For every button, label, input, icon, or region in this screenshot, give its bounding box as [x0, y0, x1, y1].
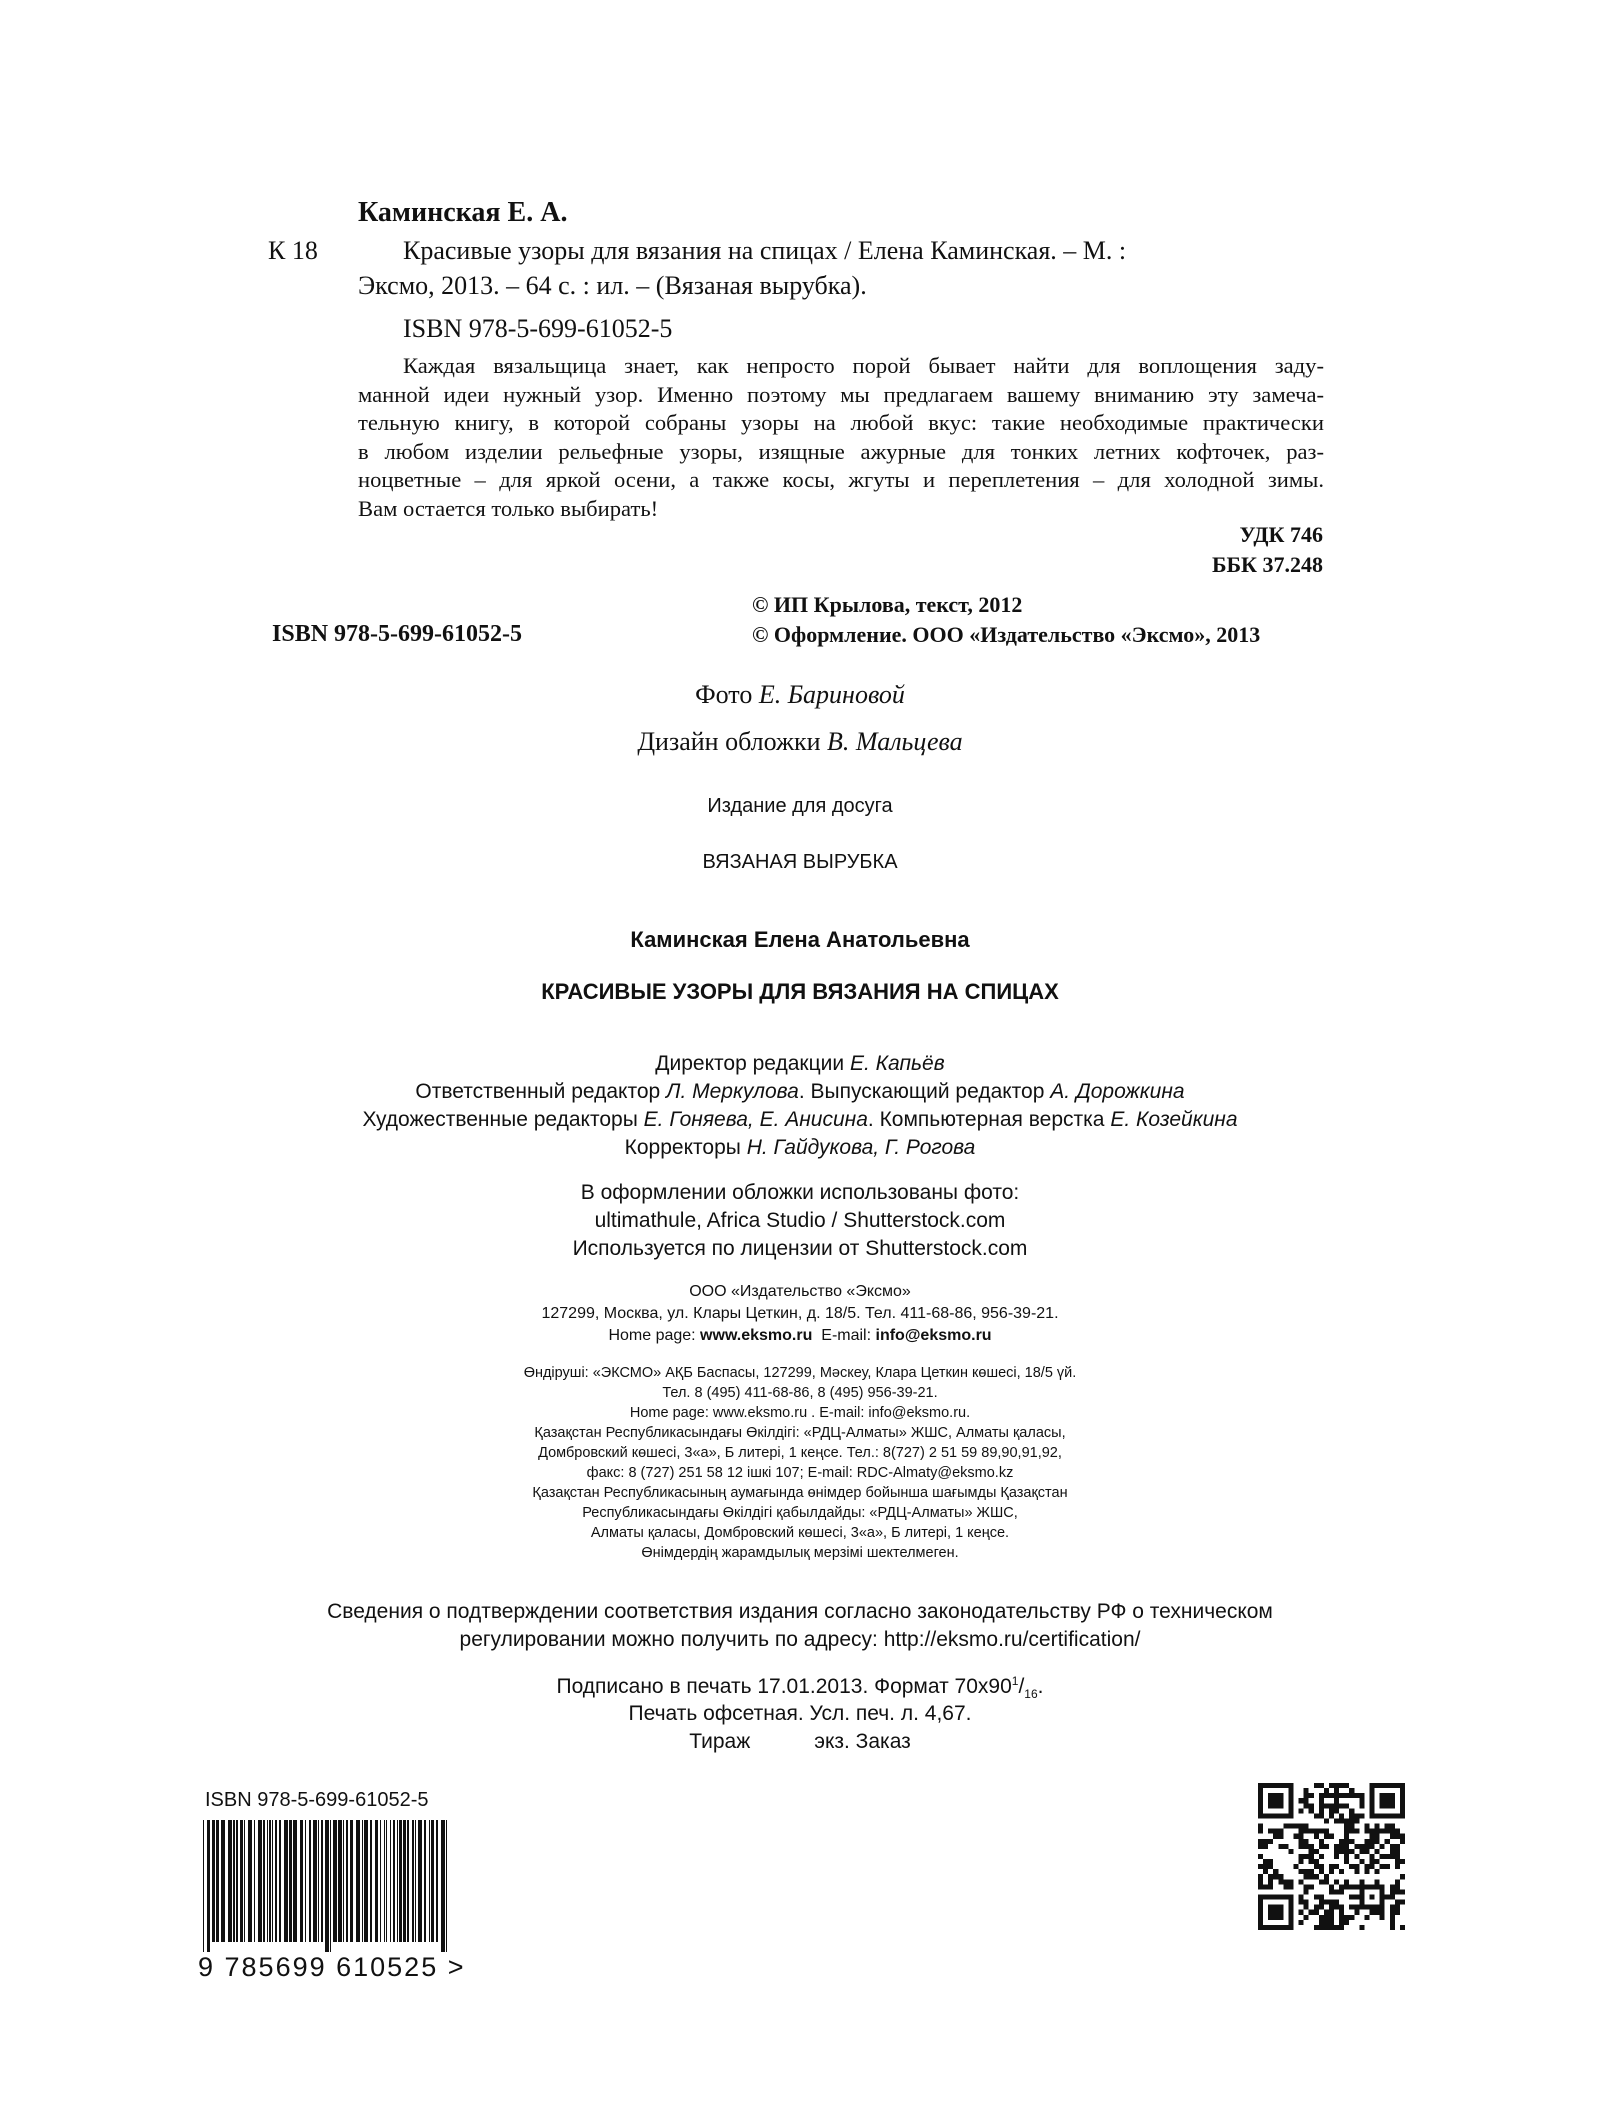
resp-editor-name: Л. Меркулова [666, 1080, 799, 1103]
barcode-digits: 9 785699 610525 > [198, 1952, 466, 1982]
copyright-text: © ИП Крылова, текст, 2012 [752, 592, 1023, 617]
release-editor-name: А. Дорожкина [1050, 1080, 1185, 1103]
annotation-line: ноцветные – для яркой осени, а также косы, жгуты и переплетения – для холодной зимы. [358, 467, 1324, 492]
kz-line: Қазақстан Республикасының аумағында өнімдер бойынша шағымды Қазақстан [532, 1485, 1068, 1501]
annotation-line: Вам остается только выбирать! [358, 495, 659, 521]
certification-line: Сведения о подтверждении соответствия издания согласно законодательству РФ о техническом [327, 1600, 1273, 1623]
print-signed-text: Подписано в печать 17.01.2013. Формат 70x90 [556, 1675, 1012, 1698]
annotation-line: манной идеи нужный узор. Именно поэтому мы предлагаем вашему вниманию эту замеча- [358, 381, 1324, 407]
publisher-name: ООО «Издательство «Эксмо» [689, 1283, 911, 1300]
udk-code: УДК 746 [1239, 522, 1323, 547]
print-run-label: Тираж [689, 1730, 751, 1753]
editors-credit [0, 1080, 1600, 1104]
bbk-code: ББК 37.248 [1211, 552, 1323, 577]
cover-photos-line: Используется по лицензии от Shutterstock.com [572, 1237, 1028, 1260]
photo-label: Фото [695, 680, 753, 709]
email-link[interactable]: info@eksmo.ru [875, 1327, 992, 1344]
barcode-isbn: ISBN 978-5-699-61052-5 [205, 1789, 429, 1811]
design-name: В. Мальцева [827, 727, 963, 756]
layout-name: Е. Козейкина [1110, 1108, 1238, 1131]
art-editors-label: Художественные редакторы [362, 1108, 638, 1131]
resp-editor-label: Ответственный редактор [415, 1080, 661, 1103]
art-editors-name: Е. Гоняева, Е. Анисина [643, 1108, 868, 1131]
design-label: Дизайн обложки [637, 727, 821, 756]
kz-line: Тел. 8 (495) 411-68-86, 8 (495) 956-39-21. [662, 1385, 938, 1401]
annotation-line: в любом изделии рельефные узоры, изящные ажурные для тонких летних кофточек, раз- [358, 438, 1324, 464]
catalog-isbn: ISBN 978-5-699-61052-5 [403, 314, 673, 343]
director-name: Е. Капьёв [849, 1052, 945, 1075]
publisher-contacts [0, 1327, 1600, 1345]
photo-credit [0, 680, 1600, 710]
barcode-icon [203, 1820, 453, 1952]
kz-line: Өндіруші: «ЭКСМО» АҚБ Баспасы, 127299, Мәскеу, Клара Цеткин көшесі, 18/5 үй. [523, 1365, 1077, 1381]
home-page-link[interactable]: www.eksmo.ru [700, 1327, 813, 1344]
email-label: E-mail: [821, 1327, 876, 1344]
kz-line: факс: 8 (727) 251 58 12 ішкі 107; E-mail: RDC-Almaty@eksmo.kz [586, 1465, 1014, 1481]
print-signed: Подписано в печать 17.01.2013. Формат $70x90^1/_{16}$. [556, 1674, 1044, 1702]
annotation-line: Каждая вязальщица знает, как непросто порой бывает найти для воплощения заду- [403, 353, 1324, 378]
kz-line: Алматы қаласы, Домбровский көшесі, 3«а», Б литері, 1 кеңсе. [590, 1525, 1010, 1541]
home-page-label: Home page: [608, 1327, 701, 1344]
cover-photos-line: ultimathule, Africa Studio / Shutterstock.com [594, 1209, 1006, 1232]
format-numerator: 1 [1011, 1674, 1019, 1688]
certification-line: регулировании можно получить по адресу: http://eksmo.ru/certification/ [459, 1628, 1141, 1651]
edition-type: Издание для досуга [707, 795, 893, 817]
catalog-code: К 18 [268, 236, 318, 265]
format-denominator: 16 [1024, 1687, 1038, 1702]
series-name: ВЯЗАНАЯ ВЫРУБКА [702, 851, 898, 873]
director-credit [0, 1052, 1600, 1076]
kz-line: Республикасындағы Өкілдігі қабылдайды: «РДЦ-Алматы» ЖШС, [582, 1505, 1018, 1521]
catalog-biblio-line-1: Красивые узоры для вязания на спицах / Елена Каминская. – М. : [403, 236, 1127, 265]
publisher-address: 127299, Москва, ул. Клары Цеткин, д. 18/5. Тел. 411-68-86, 956-39-21. [541, 1305, 1059, 1322]
annotation-line: тельную книгу, в которой собраны узоры на любой вкус: такие необходимые практически [358, 410, 1324, 435]
print-run-rest: экз. Заказ [814, 1730, 911, 1753]
isbn-bold: ISBN 978-5-699-61052-5 [272, 621, 522, 647]
kz-line: Өнімдердің жарамдылық мерзімі шектелмеген. [641, 1545, 959, 1561]
qr-code-icon [1258, 1783, 1405, 1930]
catalog-biblio-line-2: Эксмо, 2013. – 64 с. : ил. – (Вязаная вырубка). [358, 271, 867, 300]
kz-line: Домбровский көшесі, 3«а», Б литері, 1 кеңсе. Тел.: 8(727) 2 51 59 89,90,91,92, [538, 1445, 1062, 1461]
full-author-name: Каминская Елена Анатольевна [630, 927, 970, 952]
catalog-author: Каминская Е. А. [358, 197, 568, 228]
director-label: Директор редакции [655, 1052, 845, 1075]
release-editor-label: . Выпускающий редактор [798, 1080, 1045, 1103]
design-credit [0, 727, 1600, 757]
kz-line: Қазақстан Республикасындағы Өкілдігі: «РДЦ-Алматы» ЖШС, Алматы қаласы, [534, 1425, 1066, 1441]
proofreaders-name: Н. Гайдукова, Г. Рогова [746, 1136, 976, 1159]
copyright-design: © Оформление. ООО «Издательство «Эксмо», 2013 [752, 622, 1261, 647]
kz-line: Home page: www.eksmo.ru . E-mail: info@eksmo.ru. [629, 1405, 971, 1421]
book-title: КРАСИВЫЕ УЗОРЫ ДЛЯ ВЯЗАНИЯ НА СПИЦАХ [541, 979, 1059, 1004]
photo-name: Е. Бариновой [758, 680, 905, 709]
proofreaders-label: Корректоры [624, 1136, 741, 1159]
cover-photos-line: В оформлении обложки использованы фото: [580, 1181, 1020, 1204]
print-run [0, 1730, 1600, 1754]
art-editors-credit [0, 1108, 1600, 1132]
print-method: Печать офсетная. Усл. печ. л. 4,67. [628, 1702, 972, 1725]
layout-label: . Компьютерная верстка [867, 1108, 1105, 1131]
proofreaders-credit [0, 1136, 1600, 1160]
annotation [358, 352, 1324, 523]
